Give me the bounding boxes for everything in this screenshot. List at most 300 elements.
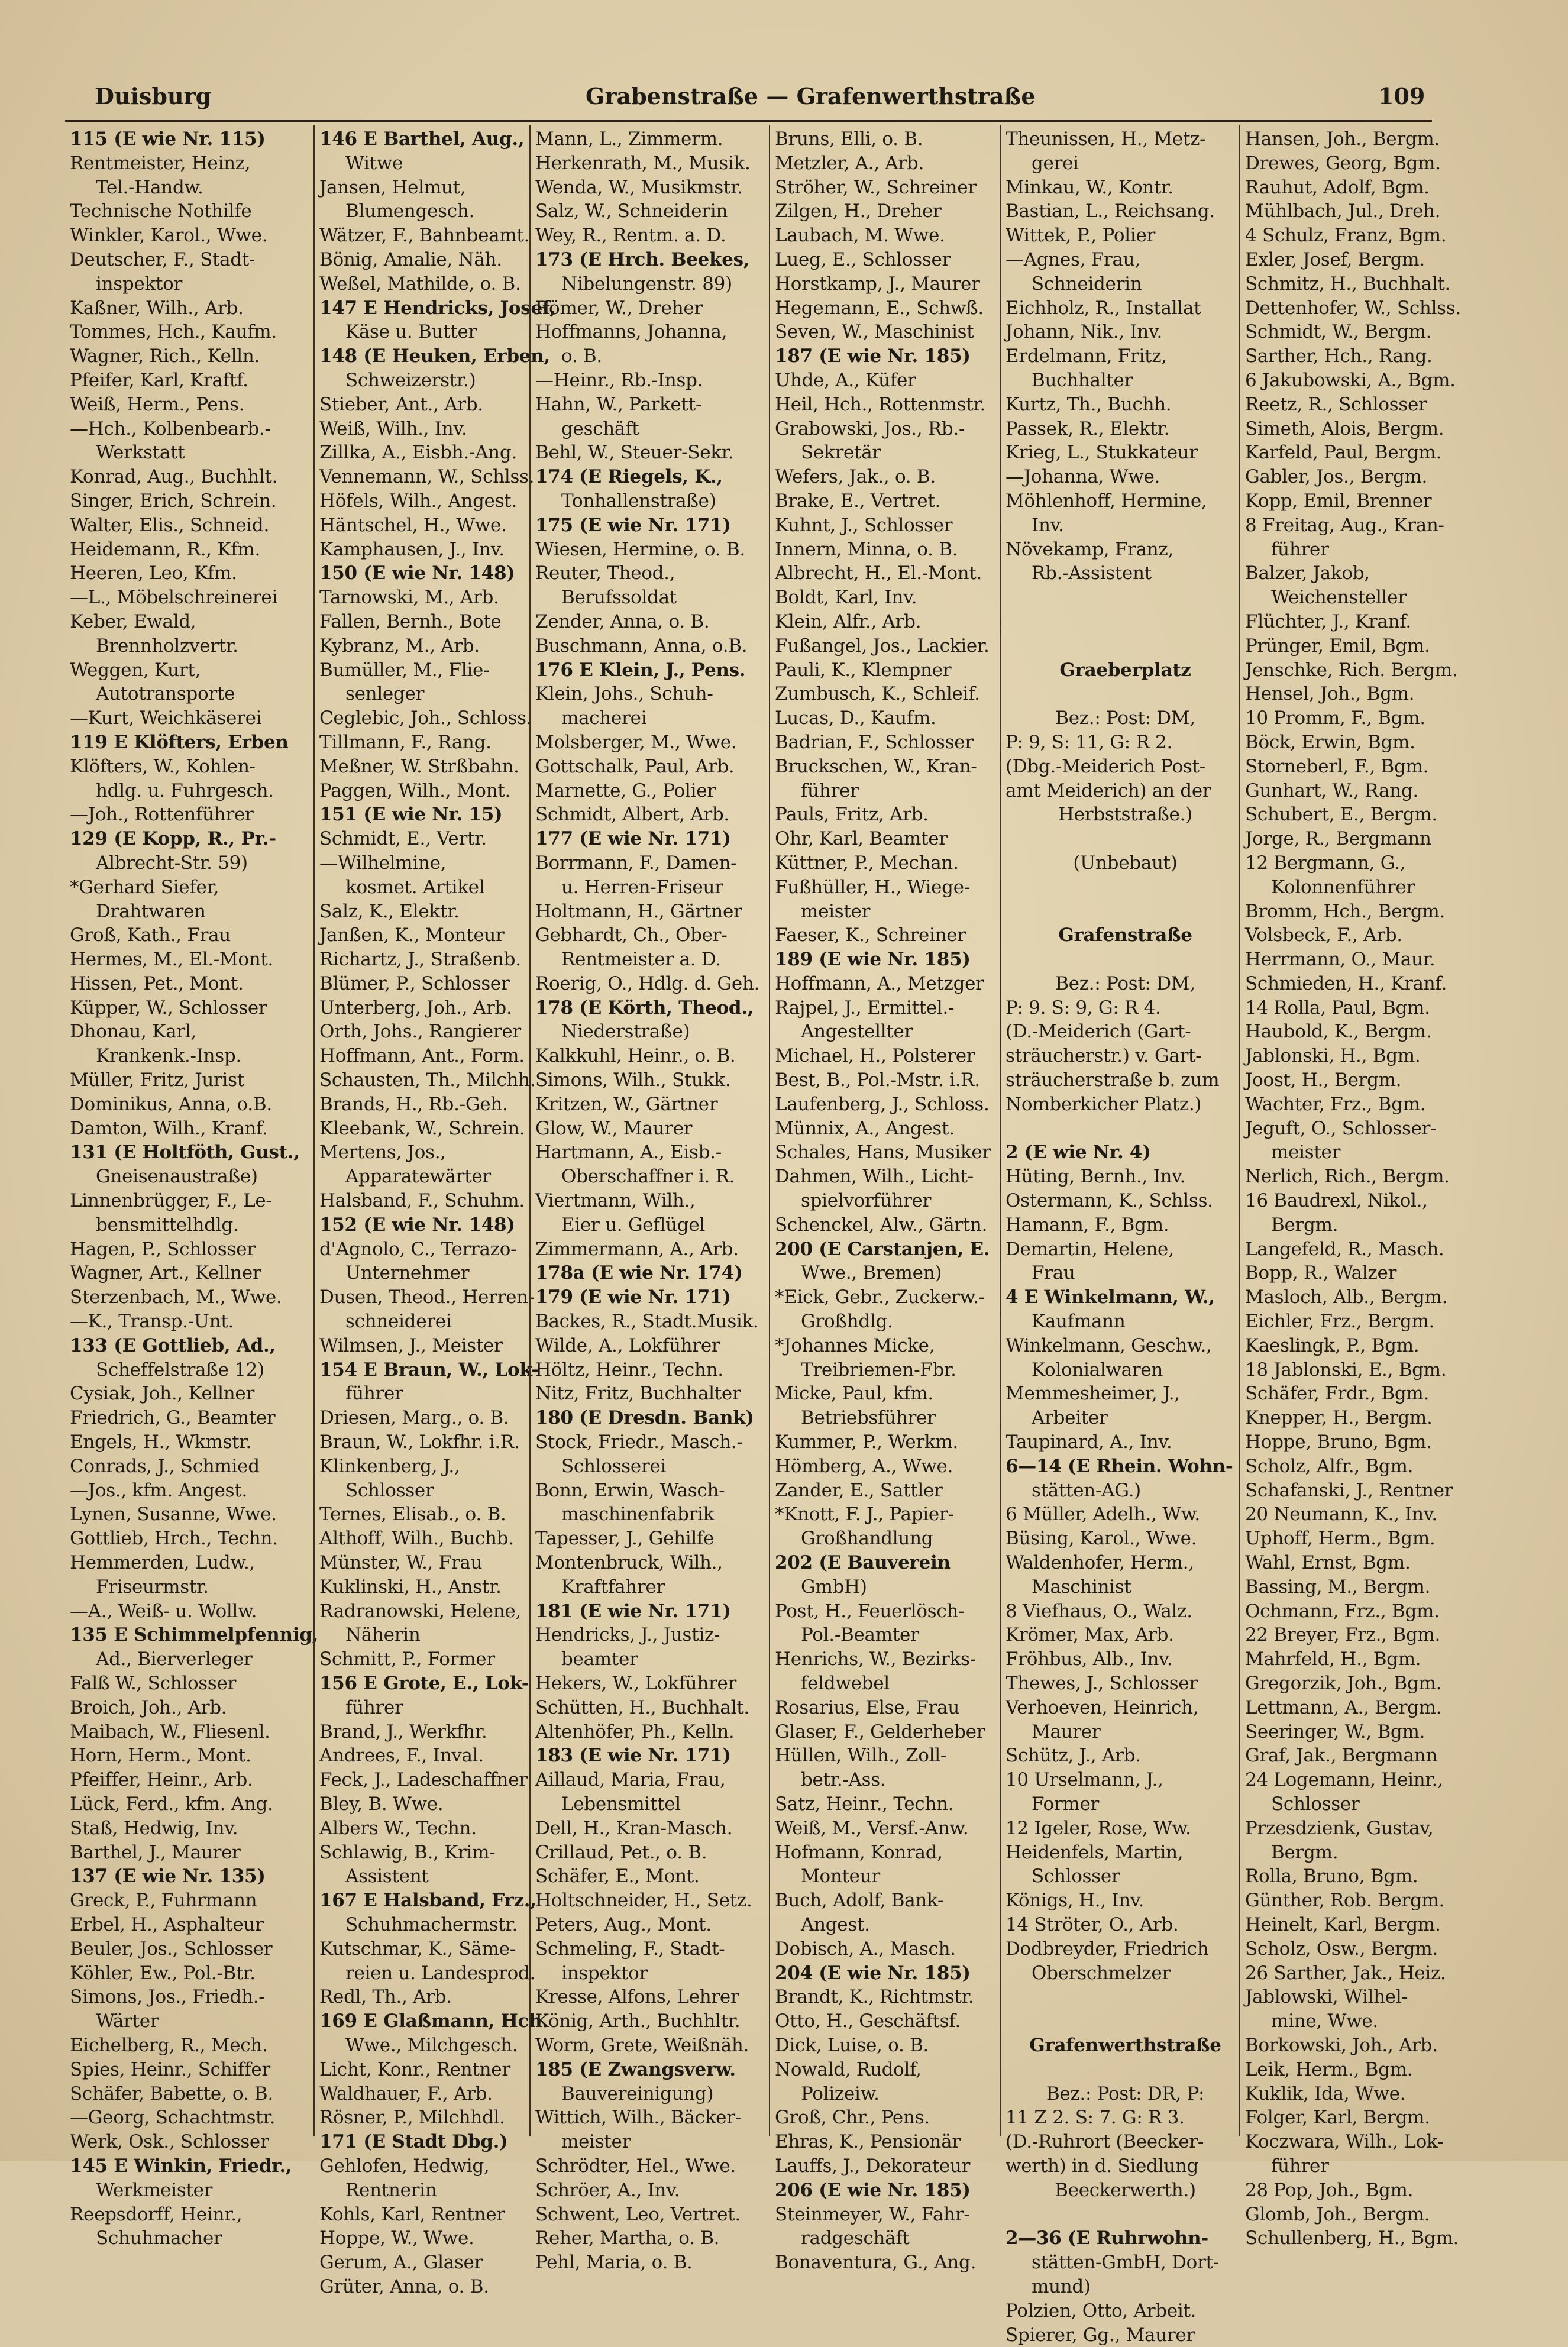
directory-entry: Staß, Hedwig, Inv. bbox=[70, 1817, 238, 1839]
directory-entry: feldwebel bbox=[801, 1673, 890, 1694]
directory-entry: Passek, R., Elektr. bbox=[1006, 418, 1170, 439]
directory-entry: —Heinr., Rb.-Insp. bbox=[535, 369, 703, 391]
directory-entry: Blümer, P., Schlosser bbox=[319, 972, 510, 994]
directory-entry: Kutschmar, K., Säme- bbox=[319, 1938, 516, 1960]
page-header-city: Duisburg bbox=[95, 83, 212, 109]
directory-entry: Schäfer, E., Mont. bbox=[535, 1866, 700, 1887]
directory-entry: Deutscher, F., Stadt- bbox=[70, 248, 256, 270]
house-number-entry: 148 (E Heuken, Erben, bbox=[319, 345, 550, 367]
directory-entry: Andrees, F., Inval. bbox=[319, 1745, 484, 1767]
directory-entry: (D.-Ruhrort (Beecker- bbox=[1006, 2131, 1204, 2153]
directory-entry: Best, B., Pol.-Mstr. i.R. bbox=[775, 1069, 980, 1091]
directory-entry: Hissen, Pet., Mont. bbox=[70, 972, 244, 994]
directory-entry: Köhler, Ew., Pol.-Btr. bbox=[70, 1962, 256, 1984]
directory-entry: Dodbreyder, Friedrich bbox=[1006, 1938, 1209, 1960]
directory-entry: Schenckel, Alw., Gärtn. bbox=[775, 1214, 988, 1236]
directory-entry: Küpper, W., Schlosser bbox=[70, 997, 267, 1019]
directory-entry: Faeser, K., Schreiner bbox=[775, 924, 966, 946]
directory-entry: Erdelmann, Fritz, bbox=[1006, 345, 1167, 367]
directory-entry: Groß, Kath., Frau bbox=[70, 924, 231, 946]
directory-entry: Polzien, Otto, Arbeit. bbox=[1006, 2300, 1197, 2322]
directory-entry: Hansen, Joh., Bergm. bbox=[1245, 128, 1440, 150]
directory-entry: Wefers, Jak., o. B. bbox=[775, 466, 936, 488]
directory-entry: Dettenhofer, W., Schlss. bbox=[1245, 297, 1461, 319]
directory-entry: Radranowski, Helene, bbox=[319, 1600, 521, 1622]
directory-entry: Bromm, Hch., Bergm. bbox=[1245, 900, 1446, 922]
directory-entry: Kalkkuhl, Heinr., o. B. bbox=[535, 1045, 736, 1067]
directory-entry: Salz, K., Elektr. bbox=[319, 900, 460, 922]
directory-entry: Henrichs, W., Bezirks- bbox=[775, 1648, 976, 1670]
directory-entry: Weiß, Herm., Pens. bbox=[70, 393, 245, 415]
directory-entry: Bastian, L., Reichsang. bbox=[1006, 201, 1215, 222]
directory-entry: Albers W., Techn. bbox=[319, 1817, 477, 1839]
directory-entry: Dominikus, Anna, o.B. bbox=[70, 1093, 272, 1115]
house-number-entry: 175 (E wie Nr. 171) bbox=[535, 514, 731, 536]
directory-entry: Weggen, Kurt, bbox=[70, 659, 201, 681]
directory-entry: Kraftfahrer bbox=[561, 1576, 665, 1598]
directory-entry: Schafanski, J., Rentner bbox=[1245, 1479, 1453, 1501]
directory-entry: Orth, Johs., Rangierer bbox=[319, 1021, 521, 1043]
directory-entry: Rentnerin bbox=[345, 2179, 437, 2201]
directory-entry: Borkowski, Joh., Arb. bbox=[1245, 2034, 1438, 2056]
directory-entry: beamter bbox=[561, 1648, 638, 1670]
spacer bbox=[1006, 875, 1245, 900]
directory-entry: Kolonnenführer bbox=[1271, 876, 1415, 898]
directory-entry: Waldhauer, F., Arb. bbox=[319, 2083, 493, 2104]
directory-entry: Meßner, W. Strßbahn. bbox=[319, 755, 519, 777]
directory-entry: Nowald, Rudolf, bbox=[775, 2058, 922, 2080]
directory-entry: 12 Bergmann, G., bbox=[1245, 852, 1406, 874]
directory-entry: Pfeiffer, Heinr., Arb. bbox=[70, 1769, 253, 1791]
directory-entry: stätten-AG.) bbox=[1032, 1479, 1141, 1501]
directory-entry: Badrian, F., Schlosser bbox=[775, 731, 974, 753]
directory-entry: Hüting, Bernh., Inv. bbox=[1006, 1166, 1186, 1188]
directory-entry: Groß, Chr., Pens. bbox=[775, 2107, 930, 2129]
directory-entry: Apparatewärter bbox=[345, 1166, 491, 1188]
directory-entry: sträucherstr.) v. Gart- bbox=[1006, 1045, 1202, 1067]
directory-entry: Schmidt, W., Bergm. bbox=[1245, 321, 1432, 343]
directory-entry: Kohls, Karl, Rentner bbox=[319, 2203, 505, 2225]
directory-entry: Maschinist bbox=[1032, 1576, 1131, 1598]
directory-entry: hdlg. u. Fuhrgesch. bbox=[96, 780, 274, 801]
directory-entry: Paggen, Wilh., Mont. bbox=[319, 780, 511, 801]
directory-entry: Wey, R., Rentm. a. D. bbox=[535, 225, 726, 247]
directory-entry: Eichelberg, R., Mech. bbox=[70, 2034, 268, 2056]
directory-entry: Glow, W., Maurer bbox=[535, 1117, 693, 1139]
directory-entry: Steinmeyer, W., Fahr- bbox=[775, 2203, 970, 2225]
header-rule bbox=[65, 120, 1432, 122]
directory-entry: Sarther, Hch., Rang. bbox=[1245, 345, 1433, 367]
directory-entry: Großhdlg. bbox=[801, 1311, 893, 1333]
directory-entry: Wittich, Wilh., Bäcker- bbox=[535, 2107, 741, 2129]
directory-entry: Betriebsführer bbox=[801, 1407, 936, 1429]
column-5 bbox=[1006, 127, 1245, 2346]
directory-entry: Pauls, Fritz, Arb. bbox=[775, 804, 929, 826]
directory-entry: Schmieden, H., Kranf. bbox=[1245, 972, 1447, 994]
directory-entry: 4 Schulz, Franz, Bgm. bbox=[1245, 225, 1447, 247]
directory-entry: Feck, J., Ladeschaffner bbox=[319, 1769, 528, 1791]
house-number-entry: 171 (E Stadt Dbg.) bbox=[319, 2131, 508, 2153]
directory-entry: d'Agnolo, C., Terrazo- bbox=[319, 1238, 517, 1260]
directory-entry: —Joh., Rottenführer bbox=[70, 804, 254, 826]
directory-entry: Hartmann, A., Eisb.- bbox=[535, 1142, 722, 1163]
directory-entry: Simons, Jos., Friedh.- bbox=[70, 1986, 265, 2008]
directory-entry: Tarnowski, M., Arb. bbox=[319, 587, 499, 609]
directory-entry: Ohr, Karl, Beamter bbox=[775, 828, 948, 850]
directory-entry: Reepsdorff, Heinr., bbox=[70, 2203, 243, 2225]
directory-entry: Dahmen, Wilh., Licht- bbox=[775, 1166, 974, 1188]
directory-entry: Maibach, W., Fliesenl. bbox=[70, 1721, 270, 1743]
directory-entry: Bönig, Amalie, Näh. bbox=[319, 248, 502, 270]
directory-entry: Walter, Elis., Schneid. bbox=[70, 514, 270, 536]
directory-entry: Schneiderin bbox=[1032, 273, 1142, 295]
directory-entry: Theunissen, H., Metz- bbox=[1006, 128, 1206, 150]
directory-entry: Weiß, Wilh., Inv. bbox=[319, 418, 467, 439]
directory-entry: Engels, H., Wkmstr. bbox=[70, 1431, 251, 1453]
directory-entry: Hekers, W., Lokführer bbox=[535, 1673, 737, 1694]
directory-entry: Hahn, W., Parkett- bbox=[535, 393, 702, 415]
directory-entry: Berufssoldat bbox=[561, 587, 677, 609]
directory-entry: 10 Promm, F., Bgm. bbox=[1245, 707, 1425, 729]
directory-entry: Assistent bbox=[345, 1866, 429, 1887]
directory-entry: Brand, J., Werkfhr. bbox=[319, 1721, 487, 1743]
directory-entry: stätten-GmbH, Dort- bbox=[1032, 2252, 1219, 2274]
directory-entry: Hegemann, E., Schwß. bbox=[775, 297, 984, 319]
directory-entry: Fußhüller, H., Wiege- bbox=[775, 876, 970, 898]
directory-entry: Koczwara, Wilh., Lok- bbox=[1245, 2131, 1444, 2153]
directory-entry: 20 Neumann, K., Inv. bbox=[1245, 1504, 1437, 1525]
directory-entry: Schales, Hans, Musiker bbox=[775, 1142, 991, 1163]
directory-entry: Schlosserei bbox=[561, 1455, 667, 1477]
directory-entry: Böck, Erwin, Bgm. bbox=[1245, 731, 1415, 753]
house-number-entry: 152 (E wie Nr. 148) bbox=[319, 1214, 515, 1236]
directory-entry: Reher, Martha, o. B. bbox=[535, 2228, 720, 2249]
directory-entry: Monteur bbox=[801, 1866, 880, 1887]
directory-entry: Zender, Anna, o. B. bbox=[535, 610, 710, 632]
directory-entry: Kaufmann bbox=[1032, 1311, 1126, 1333]
directory-entry: Verhoeven, Heinrich, bbox=[1006, 1696, 1199, 1718]
directory-entry: Backes, R., Stadt.Musik. bbox=[535, 1311, 759, 1333]
directory-entry: Friseurmstr. bbox=[96, 1576, 209, 1598]
directory-entry: Gottlieb, Hrch., Techn. bbox=[70, 1528, 278, 1550]
spacer bbox=[1006, 634, 1245, 658]
directory-entry: Dhonau, Karl, bbox=[70, 1021, 196, 1043]
directory-entry: Brands, H., Rb.-Geh. bbox=[319, 1093, 508, 1115]
house-number-entry: 6—14 (E Rhein. Wohn- bbox=[1006, 1455, 1233, 1477]
directory-entry: 6 Müller, Adelh., Ww. bbox=[1006, 1504, 1200, 1525]
house-number-entry: 2 (E wie Nr. 4) bbox=[1006, 1142, 1151, 1163]
house-number-entry: 185 (E Zwangsverw. bbox=[535, 2058, 736, 2080]
directory-entry: Richartz, J., Straßenb. bbox=[319, 949, 521, 971]
directory-entry: Buch, Adolf, Bank- bbox=[775, 1890, 944, 1912]
directory-entry: Rentmeister a. D. bbox=[561, 949, 721, 971]
directory-entry: Witwe bbox=[345, 152, 403, 174]
directory-entry: Bez.: Post: DM, bbox=[1055, 707, 1195, 729]
directory-entry: Frau bbox=[1032, 1262, 1075, 1284]
spacer bbox=[1006, 1985, 1245, 2009]
directory-entry: Schäfer, Frdr., Bgm. bbox=[1245, 1383, 1430, 1405]
directory-entry: Schmeling, F., Stadt- bbox=[535, 1938, 725, 1960]
directory-entry: Ternes, Elisab., o. B. bbox=[319, 1504, 506, 1525]
directory-entry: Salz, W., Schneiderin bbox=[535, 201, 728, 222]
directory-entry: Näherin bbox=[345, 1624, 421, 1646]
directory-entry: Schullenberg, H., Bgm. bbox=[1245, 2228, 1459, 2249]
directory-entry: Beeckerwerth.) bbox=[1055, 2179, 1196, 2201]
directory-entry: Krieg, L., Stukkateur bbox=[1006, 442, 1198, 464]
directory-entry: —Wilhelmine, bbox=[319, 852, 447, 874]
directory-entry: Laufenberg, J., Schloss. bbox=[775, 1093, 990, 1115]
directory-entry: Knepper, H., Bergm. bbox=[1245, 1407, 1433, 1429]
directory-entry: Gebhardt, Ch., Ober- bbox=[535, 924, 728, 946]
directory-entry: Damton, Wilh., Kranf. bbox=[70, 1117, 268, 1139]
directory-entry: 8 Freitag, Aug., Kran- bbox=[1245, 514, 1444, 536]
directory-entry: Buchhalter bbox=[1032, 369, 1133, 391]
directory-entry: Waldenhofer, Herm., bbox=[1006, 1552, 1194, 1574]
directory-entry: Albrecht, H., El.-Mont. bbox=[775, 562, 982, 584]
directory-entry: 24 Logemann, Heinr., bbox=[1245, 1769, 1443, 1791]
spacer bbox=[1006, 586, 1245, 610]
directory-entry: Memmesheimer, J., bbox=[1006, 1383, 1180, 1405]
directory-entry: Pfeifer, Karl, Kraftf. bbox=[70, 369, 248, 391]
spacer bbox=[1006, 2058, 1245, 2082]
directory-entry: Grabowski, Jos., Rb.- bbox=[775, 418, 965, 439]
directory-entry: Jorge, R., Bergmann bbox=[1245, 828, 1431, 850]
directory-entry: 26 Sarther, Jak., Heiz. bbox=[1245, 1962, 1446, 1984]
directory-entry: Glaser, F., Gelderheber bbox=[775, 1721, 985, 1743]
directory-entry: Hermes, M., El.-Mont. bbox=[70, 949, 274, 971]
directory-entry: Schütten, H., Buchhalt. bbox=[535, 1696, 749, 1718]
directory-entry: Keber, Ewald, bbox=[70, 610, 196, 632]
house-number-entry: 4 E Winkelmann, W., bbox=[1006, 1286, 1215, 1308]
directory-entry: Graf, Jak., Bergmann bbox=[1245, 1745, 1437, 1767]
directory-entry: Schäfer, Babette, o. B. bbox=[70, 2083, 273, 2104]
house-number-entry: 174 (E Riegels, K., bbox=[535, 466, 723, 488]
directory-entry: Braun, W., Lokfhr. i.R. bbox=[319, 1431, 520, 1453]
directory-entry: gerei bbox=[1032, 152, 1079, 174]
directory-entry: Zumbusch, K., Schleif. bbox=[775, 683, 980, 705]
directory-entry: Horn, Herm., Mont. bbox=[70, 1745, 251, 1767]
directory-entry: Barthel, J., Maurer bbox=[70, 1841, 241, 1863]
directory-entry: Molsberger, M., Wwe. bbox=[535, 731, 737, 753]
directory-entry: Angest. bbox=[801, 1913, 870, 1935]
directory-entry: Hagen, P., Schlosser bbox=[70, 1238, 256, 1260]
directory-entry: Falß W., Schlosser bbox=[70, 1673, 237, 1694]
directory-entry: Satz, Heinr., Techn. bbox=[775, 1793, 954, 1815]
directory-entry: Rolla, Bruno, Bgm. bbox=[1245, 1866, 1418, 1887]
directory-entry: (Dbg.-Meiderich Post- bbox=[1006, 755, 1205, 777]
directory-entry: Schuhmacher bbox=[96, 2228, 222, 2249]
house-number-entry: 151 (E wie Nr. 15) bbox=[319, 804, 503, 826]
directory-entry: Rosarius, Else, Frau bbox=[775, 1696, 959, 1718]
directory-entry: Uhde, A., Küfer bbox=[775, 369, 916, 391]
directory-entry: Balzer, Jakob, bbox=[1245, 562, 1370, 584]
directory-entry: Vennemann, W., Schlss. bbox=[319, 466, 535, 488]
directory-entry: Wwe., Milchgesch. bbox=[345, 2034, 518, 2056]
directory-entry: —A., Weiß- u. Wollw. bbox=[70, 1600, 257, 1622]
directory-entry: radgeschäft bbox=[801, 2228, 910, 2249]
directory-entry: —Agnes, Frau, bbox=[1006, 248, 1140, 270]
house-number-entry: 137 (E wie Nr. 135) bbox=[70, 1866, 266, 1887]
directory-entry: Scheffelstraße 12) bbox=[96, 1359, 264, 1381]
directory-entry: Nibelungenstr. 89) bbox=[561, 273, 732, 295]
directory-entry: Münster, W., Frau bbox=[319, 1552, 483, 1574]
directory-entry: Pehl, Maria, o. B. bbox=[535, 2252, 693, 2274]
house-number-entry: 2—36 (E Ruhrwohn- bbox=[1006, 2228, 1208, 2249]
directory-entry: Küttner, P., Mechan. bbox=[775, 852, 959, 874]
directory-entry: Crillaud, Pet., o. B. bbox=[535, 1841, 707, 1863]
directory-entry: Ströher, W., Schreiner bbox=[775, 176, 977, 198]
directory-entry: reien u. Landesprod. bbox=[345, 1962, 536, 1984]
directory-entry: u. Herren-Friseur bbox=[561, 876, 723, 898]
directory-entry: macherei bbox=[561, 707, 647, 729]
directory-entry: Kaeslingk, P., Bgm. bbox=[1245, 1334, 1420, 1356]
directory-entry: Folger, Karl, Bergm. bbox=[1245, 2107, 1430, 2129]
directory-entry: Wätzer, F., Bahnbeamt. bbox=[319, 225, 530, 247]
directory-entry: Eichler, Frz., Bergm. bbox=[1245, 1311, 1435, 1333]
directory-entry: Werk, Osk., Schlosser bbox=[70, 2131, 269, 2153]
directory-entry: Kresse, Alfons, Lehrer bbox=[535, 1986, 739, 2008]
directory-entry: Tonhallenstraße) bbox=[561, 490, 716, 512]
directory-entry: Kritzen, W., Gärtner bbox=[535, 1093, 718, 1115]
house-number-entry: 156 E Grote, E., Lok- bbox=[319, 1673, 529, 1694]
directory-entry: Redl, Th., Arb. bbox=[319, 1986, 452, 2008]
directory-entry: Gunhart, W., Rang. bbox=[1245, 780, 1418, 801]
house-number-entry: 167 E Halsband, Frz., bbox=[319, 1890, 536, 1912]
directory-entry: Polizeiw. bbox=[801, 2083, 880, 2104]
directory-entry: Hofmann, Konrad, bbox=[775, 1841, 943, 1863]
directory-entry: Drewes, Georg, Bgm. bbox=[1245, 152, 1441, 174]
house-number-entry: 177 (E wie Nr. 171) bbox=[535, 828, 731, 850]
directory-entry: Kurtz, Th., Buchh. bbox=[1006, 393, 1172, 415]
directory-entry: Storneberl, F., Bgm. bbox=[1245, 755, 1429, 777]
house-number-entry: 145 E Winkin, Friedr., bbox=[70, 2155, 292, 2177]
directory-entry: Stock, Friedr., Masch.- bbox=[535, 1431, 743, 1453]
directory-entry: Michael, H., Polsterer bbox=[775, 1045, 975, 1067]
directory-entry: —L., Möbelschreinerei bbox=[70, 587, 278, 609]
directory-entry: Tommes, Hch., Kaufm. bbox=[70, 321, 277, 343]
directory-entry: Conrads, J., Schmied bbox=[70, 1455, 260, 1477]
house-number-entry: 154 E Braun, W., Lok- bbox=[319, 1359, 539, 1381]
house-number-entry: 178a (E wie Nr. 174) bbox=[535, 1262, 743, 1284]
directory-entry: Büsing, Karol., Wwe. bbox=[1006, 1528, 1197, 1550]
directory-entry: Uphoff, Herm., Bgm. bbox=[1245, 1528, 1436, 1550]
directory-entry: Cysiak, Joh., Kellner bbox=[70, 1383, 254, 1405]
directory-entry: Roerig, O., Hdlg. d. Geh. bbox=[535, 972, 760, 994]
directory-entry: Konrad, Aug., Buchhlt. bbox=[70, 466, 278, 488]
directory-entry: Bergm. bbox=[1271, 1214, 1339, 1236]
directory-entry: Wagner, Rich., Kelln. bbox=[70, 345, 260, 367]
directory-entry: P: 9. S: 9, G: R 4. bbox=[1006, 997, 1161, 1019]
column-divider bbox=[1239, 125, 1240, 2136]
directory-entry: Lueg, E., Schlosser bbox=[775, 248, 951, 270]
directory-entry: Former bbox=[1032, 1793, 1100, 1815]
directory-entry: meister bbox=[1271, 1142, 1341, 1163]
directory-entry: o. B. bbox=[561, 345, 602, 367]
column-divider bbox=[1000, 125, 1001, 2136]
directory-entry: Beuler, Jos., Schlosser bbox=[70, 1938, 273, 1960]
directory-entry: Althoff, Wilh., Buchb. bbox=[319, 1528, 514, 1550]
directory-entry: (D.-Meiderich (Gart- bbox=[1006, 1021, 1191, 1043]
directory-entry: Nitz, Fritz, Buchhalter bbox=[535, 1383, 741, 1405]
directory-entry: Exler, Josef, Bergm. bbox=[1245, 248, 1425, 270]
directory-entry: Simeth, Alois, Bergm. bbox=[1245, 418, 1444, 439]
directory-entry: Glomb, Joh., Bergm. bbox=[1245, 2203, 1430, 2225]
directory-entry: Drahtwaren bbox=[96, 900, 206, 922]
directory-entry: Winkelmann, Geschw., bbox=[1006, 1334, 1212, 1356]
directory-entry: Bopp, R., Walzer bbox=[1245, 1262, 1397, 1284]
directory-entry: Hendricks, J., Justiz- bbox=[535, 1624, 720, 1646]
column-divider bbox=[769, 125, 770, 2136]
directory-entry: Technische Nothilfe bbox=[70, 201, 252, 222]
directory-entry: Kuklinski, H., Anstr. bbox=[319, 1576, 502, 1598]
directory-entry: Dick, Luise, o. B. bbox=[775, 2034, 929, 2056]
directory-entry: Marnette, G., Polier bbox=[535, 780, 716, 801]
directory-entry: 8 Viefhaus, O., Walz. bbox=[1006, 1600, 1192, 1622]
directory-entry: Schütz, J., Arb. bbox=[1006, 1745, 1141, 1767]
directory-entry: Boldt, Karl, Inv. bbox=[775, 587, 917, 609]
directory-entry: Singer, Erich, Schrein. bbox=[70, 490, 277, 512]
directory-entry: Növekamp, Franz, bbox=[1006, 538, 1174, 560]
house-number-entry: 179 (E wie Nr. 171) bbox=[535, 1286, 731, 1308]
column-divider bbox=[529, 125, 531, 2136]
directory-entry: 6 Jakubowski, A., Bgm. bbox=[1245, 369, 1456, 391]
directory-entry: führer bbox=[801, 780, 859, 801]
directory-entry: Jansen, Helmut, bbox=[319, 176, 466, 198]
directory-entry: Klein, Alfr., Arb. bbox=[775, 610, 922, 632]
spacer bbox=[1006, 900, 1245, 924]
directory-entry: Mahrfeld, H., Bgm. bbox=[1245, 1648, 1421, 1670]
directory-entry: Post, H., Feuerlösch- bbox=[775, 1600, 965, 1622]
directory-entry: Werkstatt bbox=[96, 442, 185, 464]
directory-entry: führer bbox=[345, 1696, 403, 1718]
directory-entry: Montenbruck, Wilh., bbox=[535, 1552, 723, 1574]
directory-entry: Flüchter, J., Kranf. bbox=[1245, 610, 1411, 632]
house-number-entry: 169 E Glaßmann, Hch. bbox=[319, 2010, 548, 2032]
directory-entry: Sterzenbach, M., Wwe. bbox=[70, 1286, 282, 1308]
directory-entry: Hoppe, W., Wwe. bbox=[319, 2228, 474, 2249]
directory-entry: Eichholz, R., Installat bbox=[1006, 297, 1201, 319]
directory-entry: Jeguft, O., Schlosser- bbox=[1245, 1117, 1437, 1139]
directory-entry: Driesen, Marg., o. B. bbox=[319, 1407, 509, 1429]
directory-entry: 22 Breyer, Frz., Bgm. bbox=[1245, 1624, 1441, 1646]
directory-entry: *Knott, F. J., Papier- bbox=[775, 1504, 954, 1525]
directory-entry: Arbeiter bbox=[1032, 1407, 1108, 1429]
directory-entry: Wachter, Frz., Bgm. bbox=[1245, 1093, 1426, 1115]
directory-entry: Nomberkicher Platz.) bbox=[1006, 1093, 1202, 1115]
directory-entry: Langefeld, R., Masch. bbox=[1245, 1238, 1444, 1260]
directory-entry: Pol.-Beamter bbox=[801, 1624, 919, 1646]
directory-entry: Brennholzvertr. bbox=[96, 635, 238, 657]
directory-entry: Kuklik, Ida, Wwe. bbox=[1245, 2083, 1406, 2104]
directory-entry: Bauvereinigung) bbox=[561, 2083, 714, 2104]
house-number-entry: 200 (E Carstanjen, E. bbox=[775, 1238, 990, 1260]
directory-entry: —Kurt, Weichkäserei bbox=[70, 707, 262, 729]
directory-entry: Rb.-Assistent bbox=[1032, 562, 1152, 584]
directory-entry: geschäft bbox=[561, 418, 639, 439]
directory-entry: Bez.: Post: DR, P: bbox=[1046, 2083, 1205, 2104]
directory-entry: Karfeld, Paul, Bergm. bbox=[1245, 442, 1442, 464]
directory-entry: Kybranz, M., Arb. bbox=[319, 635, 480, 657]
directory-entry: 14 Rolla, Paul, Bgm. bbox=[1245, 997, 1430, 1019]
directory-entry: Hensel, Joh., Bgm. bbox=[1245, 683, 1415, 705]
directory-entry: Rajpel, J., Ermittel.- bbox=[775, 997, 955, 1019]
directory-entry: Ceglebic, Joh., Schloss. bbox=[319, 707, 532, 729]
directory-entry: Altenhöfer, Ph., Kelln. bbox=[535, 1721, 735, 1743]
directory-entry: Scholz, Osw., Bergm. bbox=[1245, 1938, 1438, 1960]
directory-entry: Wagner, Art., Kellner bbox=[70, 1262, 261, 1284]
house-number-entry: 119 E Klöfters, Erben bbox=[70, 731, 289, 753]
directory-entry: Bonaventura, G., Ang. bbox=[775, 2252, 977, 2274]
